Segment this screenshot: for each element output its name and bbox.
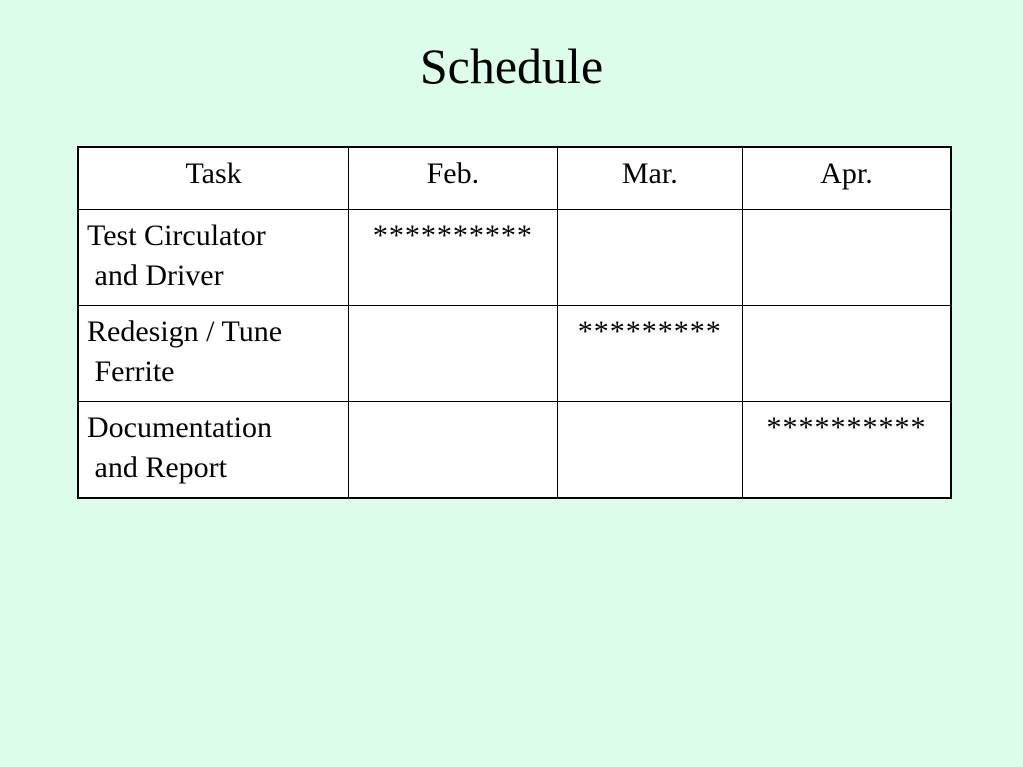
header-mar: Mar.	[557, 147, 742, 210]
mar-cell	[557, 210, 742, 306]
task-name-line2: Ferrite	[87, 354, 175, 388]
feb-cell	[349, 305, 557, 401]
table-row	[78, 305, 951, 401]
mar-cell: *********	[557, 305, 742, 401]
task-cell	[78, 401, 349, 498]
apr-cell	[743, 210, 952, 306]
apr-cell	[743, 305, 952, 401]
task-name-line2: and Driver	[87, 259, 224, 292]
task-name-line1: Redesign / Tune	[87, 314, 283, 348]
feb-cell: **********	[349, 210, 557, 306]
task-name-line2: and Report	[87, 450, 227, 484]
task-cell	[78, 305, 349, 401]
table-row	[78, 210, 951, 306]
feb-cell	[349, 401, 557, 498]
table-row	[78, 401, 951, 498]
apr-cell: **********	[743, 401, 952, 498]
task-cell	[78, 210, 349, 306]
header-feb: Feb.	[349, 147, 557, 210]
task-name-line1: Documentation	[87, 410, 272, 444]
header-apr: Apr.	[743, 147, 952, 210]
header-task: Task	[78, 147, 349, 210]
mar-cell	[557, 401, 742, 498]
task-name-line1: Test Circulator	[87, 219, 266, 252]
page-title: Schedule	[419, 38, 604, 94]
schedule-table	[77, 146, 952, 499]
table-header-row	[78, 147, 951, 210]
